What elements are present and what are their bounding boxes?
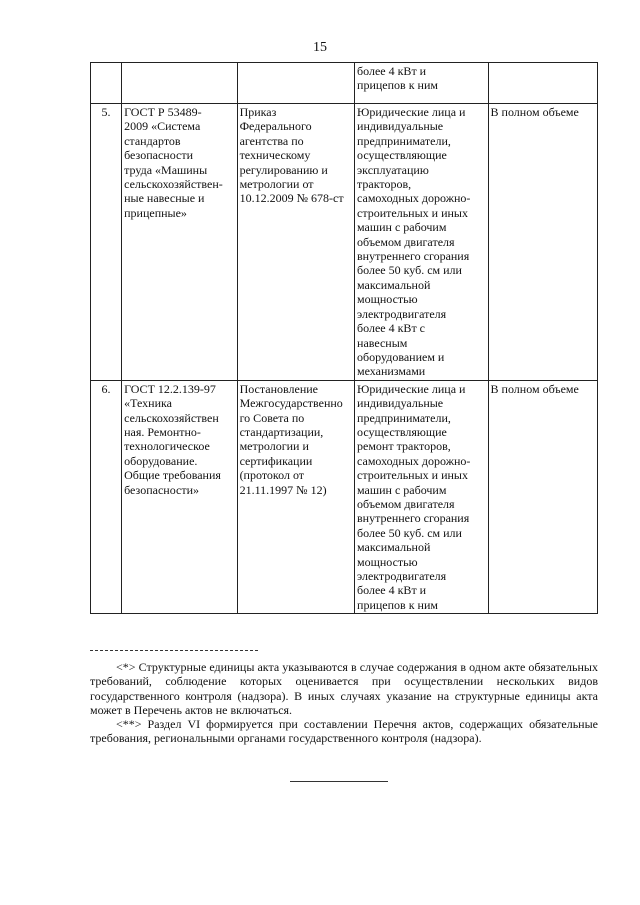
end-rule xyxy=(290,781,388,782)
subjects-cell: Юридические лица и индивидуальные предприниматели, осуществляющие ремонт тракторов, самоходных дорожно- строительных и иных машин с рабочим объемом двигателя внутреннего сгорания более 50 куб. см или максимальной мощностью электродвигателя более 4 кВт и прицепов к ним xyxy=(355,380,489,614)
footnote-1: <*> Структурные единицы акта указываются в случае содержания в одном акте обязательных требований, соблюдение которых оценивается при осуществлении нескольких видов государственного контроля (надзора). В иных случаях указание на структурные единицы акта может в Перечень актов не включаться. xyxy=(90,660,598,717)
page-number: 15 xyxy=(313,40,327,55)
table-row xyxy=(91,104,598,381)
footnotes xyxy=(90,660,598,746)
scope-cell: В полном объеме xyxy=(488,380,597,614)
document-name-cell: ГОСТ Р 53489- 2009 «Система стандартов безопасности труда «Машины сельскохозяйствен- ные навесные и прицепные» xyxy=(122,104,237,381)
scope-cell xyxy=(488,63,597,104)
document-name-cell xyxy=(122,63,237,104)
approval-act-cell: Постановление Межгосударственно го Совета по стандартизации, метрологии и сертификации (протокол от 21.11.1997 № 12) xyxy=(237,380,354,614)
table-row xyxy=(91,63,598,104)
footnote-2: <**> Раздел VI формируется при составлении Перечня актов, содержащих обязательные требования, региональными органами государственного контроля (надзора). xyxy=(90,717,598,746)
footnote-separator xyxy=(90,650,258,651)
subjects-cell: более 4 кВт и прицепов к ним xyxy=(355,63,489,104)
document-name-cell: ГОСТ 12.2.139-97 «Техника сельскохозяйствен ная. Ремонтно- технологическое оборудование. Общие требования безопасности» xyxy=(122,380,237,614)
row-number-cell xyxy=(91,63,122,104)
table-row xyxy=(91,380,598,614)
row-number-cell: 6. xyxy=(91,380,122,614)
subjects-cell: Юридические лица и индивидуальные предприниматели, осуществляющие эксплуатацию тракторов, самоходных дорожно- строительных и иных машин с рабочим объемом двигателя внутреннего сгорания более 50 куб. см или максимальной мощностью электродвигателя более 4 кВт с навесным оборудованием и механизмами xyxy=(355,104,489,381)
requirements-table xyxy=(90,62,598,614)
scope-cell: В полном объеме xyxy=(488,104,597,381)
approval-act-cell: Приказ Федерального агентства по техническому регулированию и метрологии от 10.12.2009 № 678-ст xyxy=(237,104,354,381)
row-number-cell: 5. xyxy=(91,104,122,381)
approval-act-cell xyxy=(237,63,354,104)
